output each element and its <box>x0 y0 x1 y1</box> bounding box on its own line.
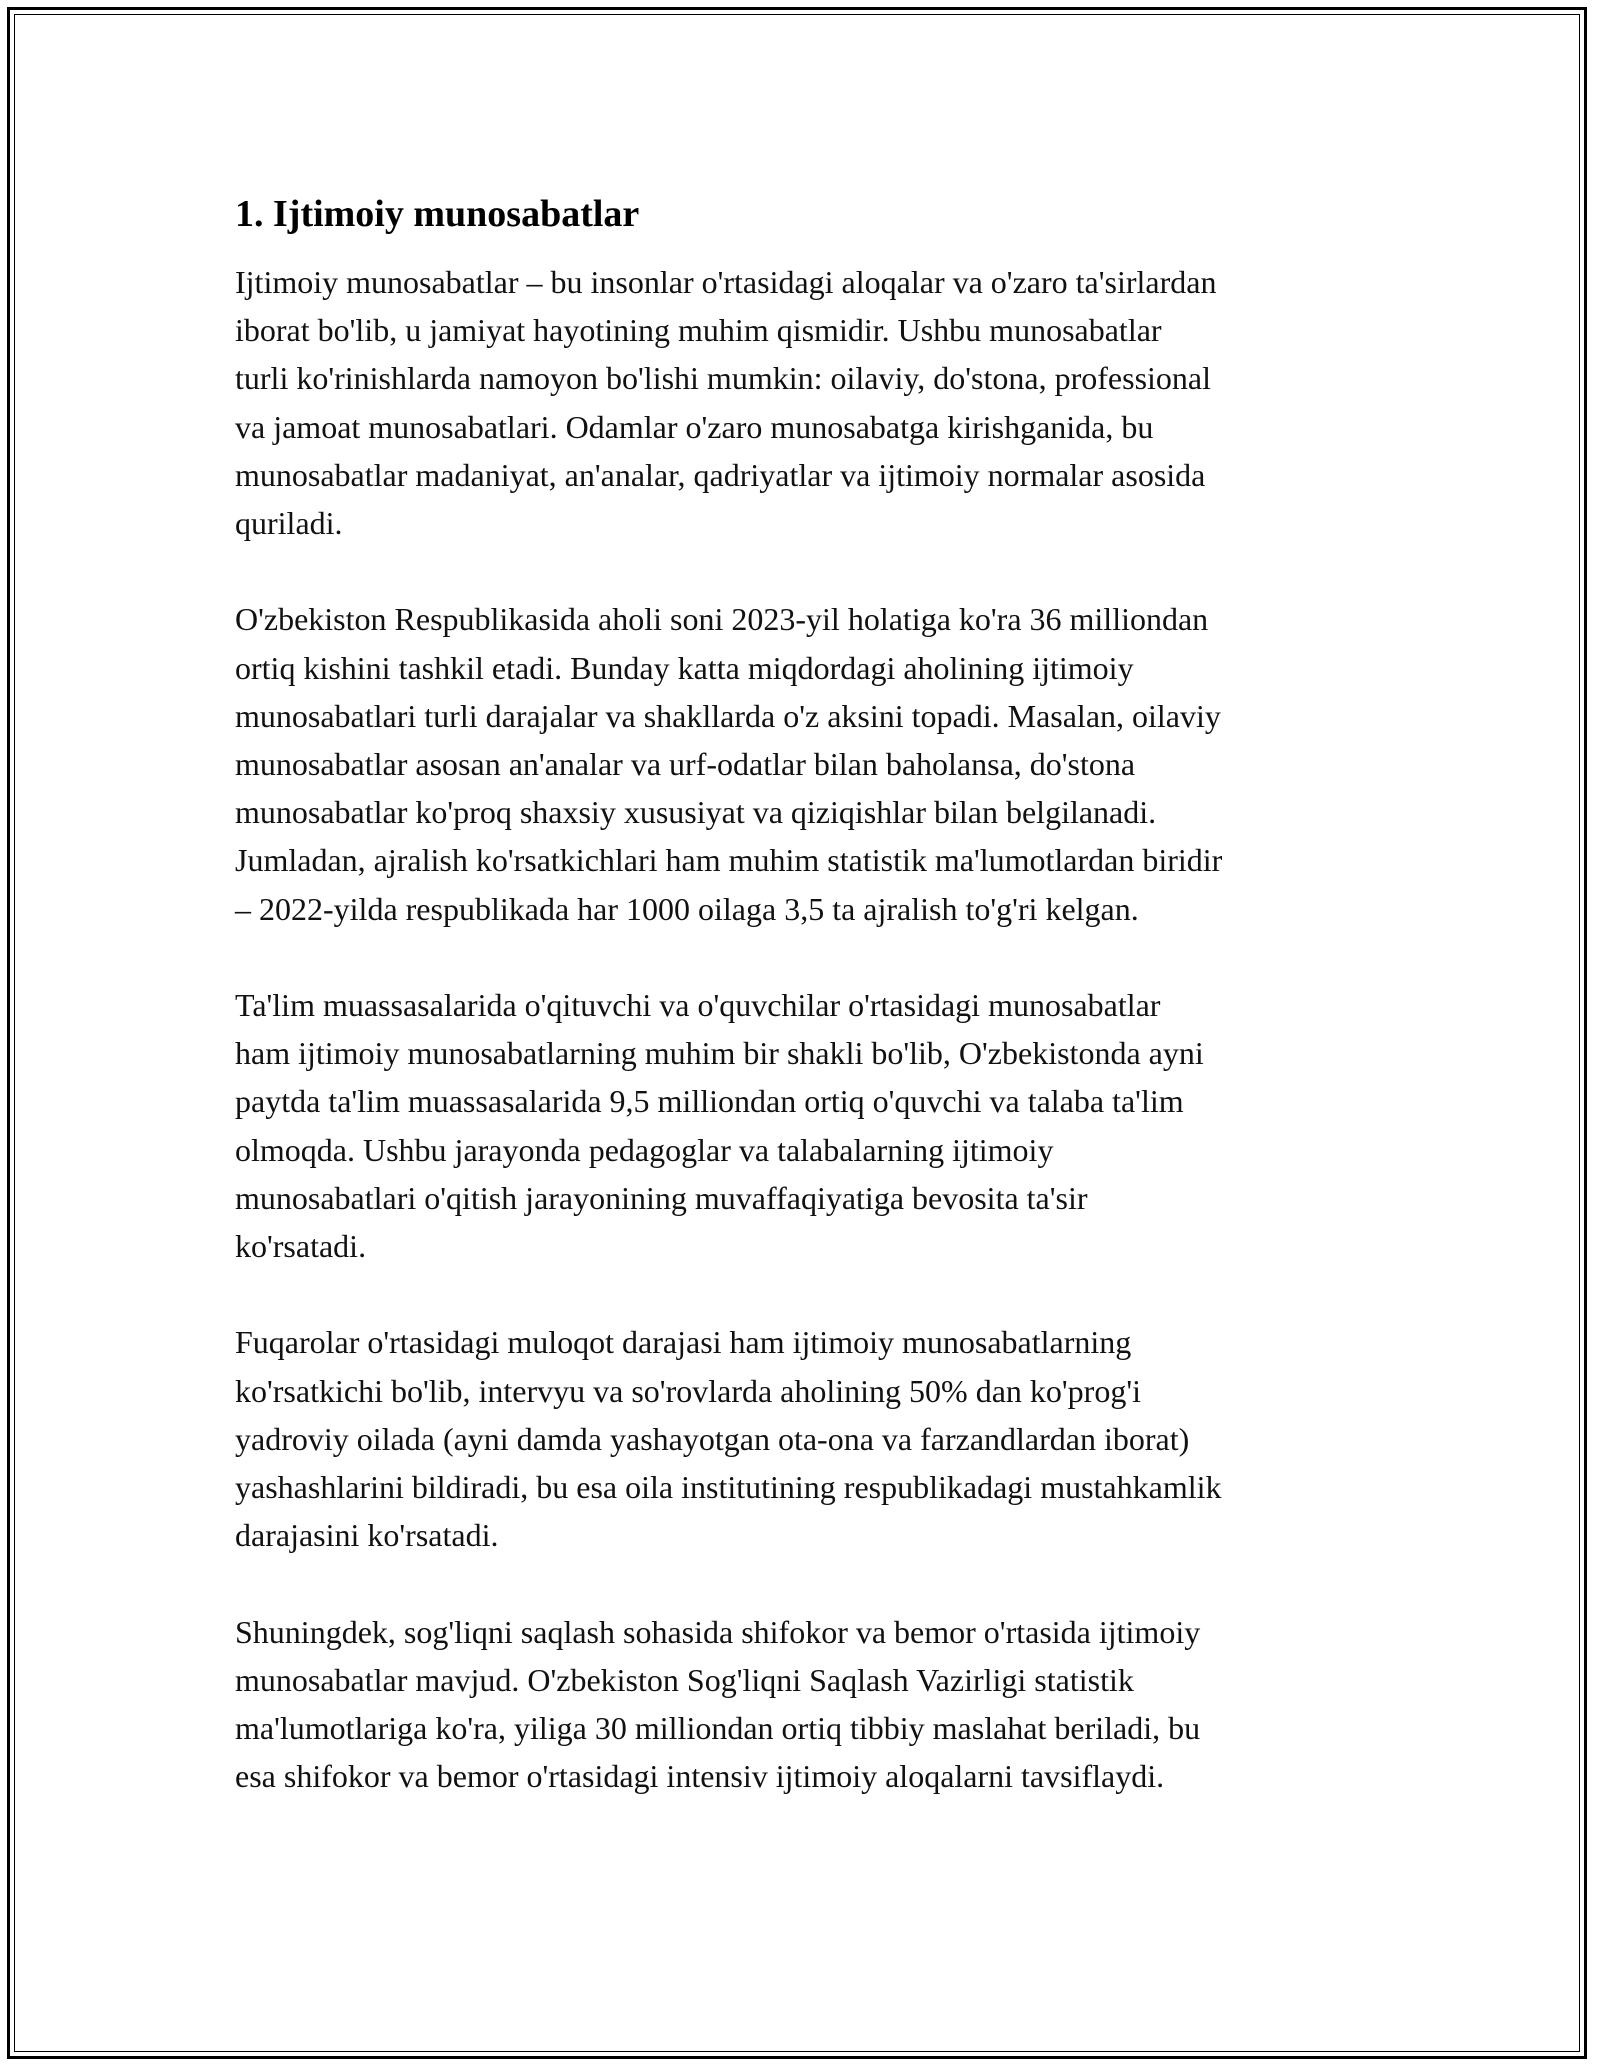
paragraph-5 <box>235 1608 1375 1801</box>
text-line: munosabatlar mavjud. O'zbekiston Sog'liqni Saqlash Vazirligi statistik <box>235 1661 1134 1698</box>
text-line: yashashlarini bildiradi, bu esa oila institutining respublikadagi mustahkamlik <box>235 1469 1222 1506</box>
text-line: esa shifokor va bemor o'rtasidagi intensiv ijtimoiy aloqalarni tavsiflaydi. <box>235 1758 1165 1795</box>
text-line: ma'lumotlariga ko'ra, yiliga 30 milliondan ortiq tibbiy maslahat beriladi, bu <box>235 1710 1201 1747</box>
text-line: ham ijtimoiy munosabatlarning muhim bir shakli bo'lib, O'zbekistonda ayni <box>235 1035 1204 1072</box>
text-line: Shuningdek, sog'liqni saqlash sohasida shifokor va bemor o'rtasida ijtimoiy <box>235 1613 1201 1650</box>
text-line: paytda ta'lim muassasalarida 9,5 milliondan ortiq o'quvchi va talaba ta'lim <box>235 1083 1184 1120</box>
text-line: munosabatlar madaniyat, an'analar, qadriyatlar va ijtimoiy normalar asosida <box>235 456 1206 493</box>
section-heading: 1. Ijtimoiy munosabatlar <box>235 193 640 235</box>
paragraph-4 <box>235 1318 1375 1559</box>
text-line: ko'rsatkichi bo'lib, intervyu va so'rovlarda aholining 50% dan ko'prog'i <box>235 1372 1141 1409</box>
document-body <box>235 188 1375 1849</box>
paragraph-2 <box>235 595 1375 932</box>
text-line: munosabatlari turli darajalar va shakllarda o'z aksini topadi. Masalan, oilaviy <box>235 697 1221 734</box>
paragraph-1 <box>235 258 1375 547</box>
text-line: – 2022-yilda respublikada har 1000 oilaga 3,5 ta ajralish to'g'ri kelgan. <box>235 890 1139 927</box>
text-line: munosabatlar ko'proq shaxsiy xususiyat va qiziqishlar bilan belgilanadi. <box>235 794 1157 831</box>
text-line: Fuqarolar o'rtasidagi muloqot darajasi ham ijtimoiy munosabatlarning <box>235 1324 1132 1361</box>
text-line: iborat bo'lib, u jamiyat hayotining muhim qismidir. Ushbu munosabatlar <box>235 312 1162 349</box>
text-line: munosabatlari o'qitish jarayonining muvaffaqiyatiga bevosita ta'sir <box>235 1179 1088 1216</box>
text-line: ortiq kishini tashkil etadi. Bunday katta miqdordagi aholining ijtimoiy <box>235 649 1134 686</box>
text-line: darajasini ko'rsatadi. <box>235 1517 499 1554</box>
text-line: turli ko'rinishlarda namoyon bo'lishi mumkin: oilaviy, do'stona, professional <box>235 360 1211 397</box>
text-line: olmoqda. Ushbu jarayonda pedagoglar va talabalarning ijtimoiy <box>235 1131 1054 1168</box>
text-line: munosabatlar asosan an'analar va urf-odatlar bilan baholansa, do'stona <box>235 746 1136 783</box>
text-line: O'zbekiston Respublikasida aholi soni 2023-yil holatiga ko'ra 36 milliondan <box>235 601 1209 638</box>
text-line: yadroviy oilada (ayni damda yashayotgan ota-ona va farzandlardan iborat) <box>235 1420 1190 1457</box>
text-line: ko'rsatadi. <box>235 1228 367 1265</box>
text-line: Ijtimoiy munosabatlar – bu insonlar o'rtasidagi aloqalar va o'zaro ta'sirlardan <box>235 264 1217 300</box>
text-line: Jumladan, ajralish ko'rsatkichlari ham muhim statistik ma'lumotlardan biridir <box>235 842 1223 879</box>
text-line: quriladi. <box>235 505 343 542</box>
paragraph-3 <box>235 981 1375 1270</box>
text-line: Ta'lim muassasalarida o'qituvchi va o'quvchilar o'rtasidagi munosabatlar <box>235 987 1161 1024</box>
text-line: va jamoat munosabatlari. Odamlar o'zaro munosabatga kirishganida, bu <box>235 408 1154 445</box>
